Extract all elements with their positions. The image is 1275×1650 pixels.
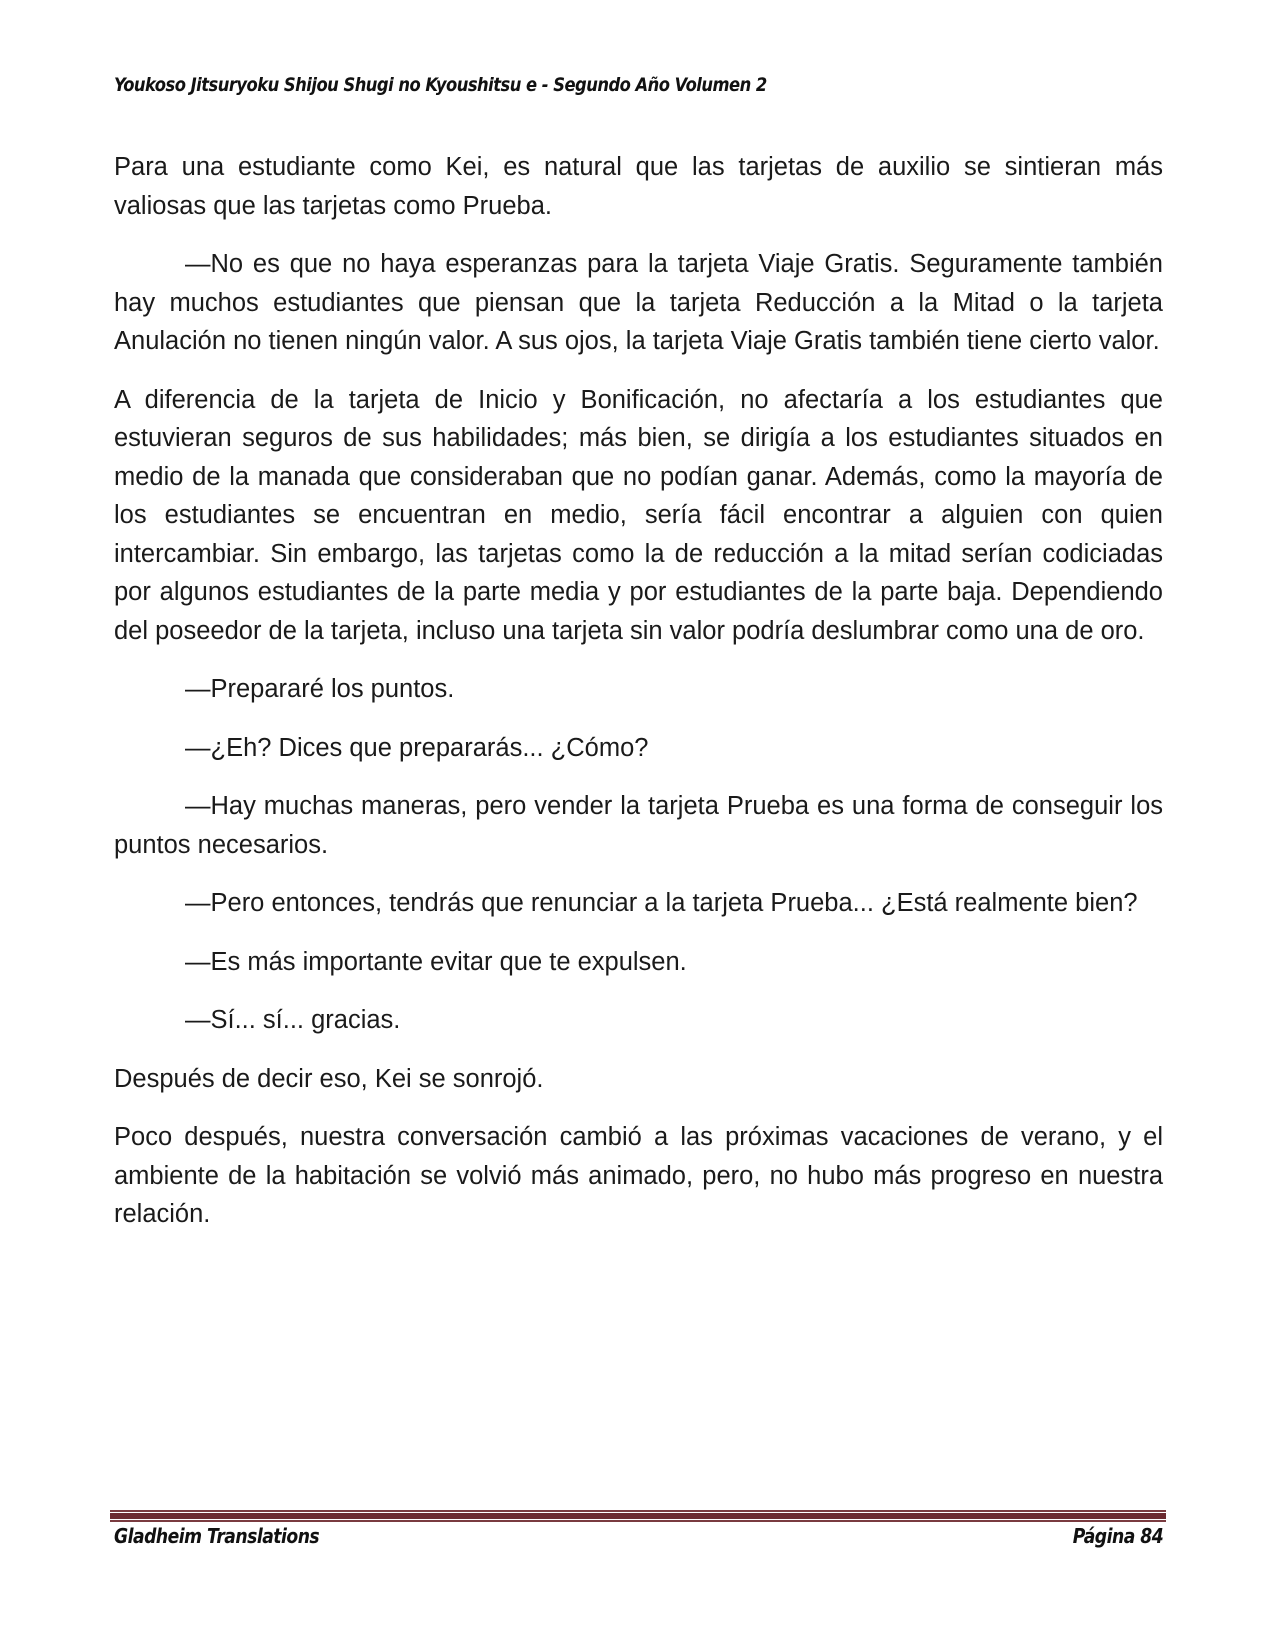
page-number: Página 84 bbox=[1072, 1524, 1163, 1548]
footer-credit: Gladheim Translations bbox=[114, 1524, 320, 1548]
paragraph: Para una estudiante como Kei, es natural que las tarjetas de auxilio se sintieran más valiosas que las tarjetas como Prueba. bbox=[114, 153, 1163, 220]
paragraph: —No es que no haya esperanzas para la tarjeta Viaje Gratis. Seguramente también hay muchos estudiantes que piensan que la tarjeta Reducción a la Mitad o la tarjeta Anulación no tienen ningún valor. A sus ojos, la tarjeta Viaje Gratis también tiene cierto valor. bbox=[114, 250, 1163, 355]
footer-rule bbox=[110, 1513, 1166, 1519]
paragraph: —Hay muchas maneras, pero vender la tarjeta Prueba es una forma de conseguir los puntos necesarios. bbox=[114, 792, 1163, 859]
running-header: Youkoso Jitsuryoku Shijou Shugi no Kyoushitsu e - Segundo Año Volumen 2 bbox=[114, 74, 767, 96]
paragraph: —¿Eh? Dices que prepararás... ¿Cómo? bbox=[185, 733, 649, 762]
page-body bbox=[114, 148, 1163, 1254]
paragraph: A diferencia de la tarjeta de Inicio y Bonificación, no afectaría a los estudiantes que estuvieran seguros de sus habilidades; más bien, se dirigía a los estudiantes situados en medio de la manada que consideraban que no podían ganar. Además, como la mayoría de los estudiantes se encuentran en medio, sería fácil encontrar a alguien con quien intercambiar. Sin embargo, las tarjetas como la de reducción a la mitad serían codiciadas por algunos estudiantes de la parte media y por estudiantes de la parte baja. Dependiendo del poseedor de la tarjeta, incluso una tarjeta sin valor podría deslumbrar como una de oro. bbox=[114, 385, 1163, 645]
paragraph: Después de decir eso, Kei se sonrojó. bbox=[114, 1064, 544, 1093]
paragraph: Poco después, nuestra conversación cambió a las próximas vacaciones de verano, y el ambiente de la habitación se volvió más animado, pero, no hubo más progreso en nuestra relación. bbox=[114, 1123, 1163, 1228]
paragraph: —Sí... sí... gracias. bbox=[185, 1006, 401, 1034]
footer-rule bbox=[110, 1520, 1166, 1522]
footer-rule bbox=[110, 1510, 1166, 1512]
paragraph: —Es más importante evitar que te expulsen. bbox=[185, 947, 687, 976]
paragraph: —Pero entonces, tendrás que renunciar a la tarjeta Prueba... ¿Está realmente bien? bbox=[185, 889, 1138, 917]
paragraph: —Prepararé los puntos. bbox=[185, 675, 455, 703]
